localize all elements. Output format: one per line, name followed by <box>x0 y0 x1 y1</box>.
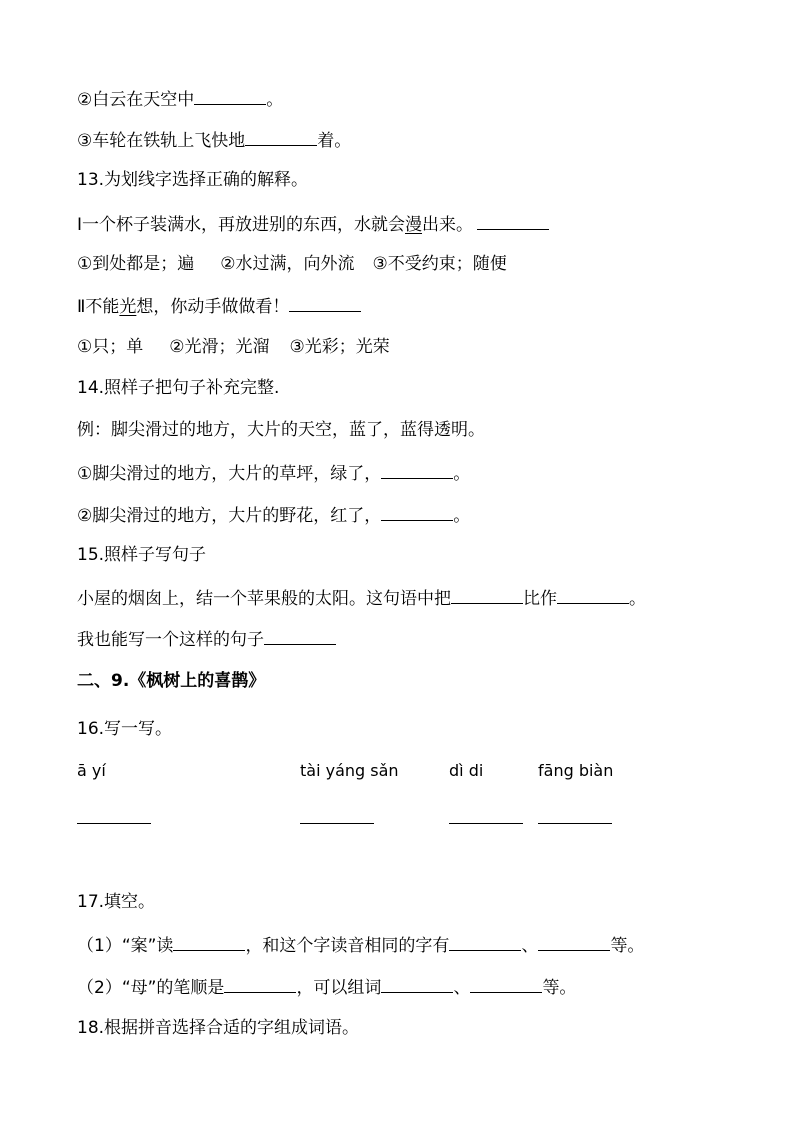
q12-item-3 <box>77 129 351 151</box>
q17-l1-mid: ，和这个字读音相同的字有 <box>245 936 450 956</box>
answer-blank[interactable] <box>381 976 453 993</box>
q15-line-1-text: 小屋的烟囱上，结一个苹果般的太阳。这句语中把 <box>77 589 451 609</box>
q15-line-2 <box>77 628 336 650</box>
pinyin-3: dì di <box>449 761 484 780</box>
pinyin-2: tài yáng sǎn <box>300 761 399 780</box>
q13-s2-option-3: ③光彩；光荣 <box>289 337 390 357</box>
q18-title: 18.根据拼音选择合适的字组成词语。 <box>77 1018 360 1038</box>
q13-s2-option-2: ②光滑；光溜 <box>169 337 270 357</box>
q14-example: 例：脚尖滑过的地方，大片的天空，蓝了，蓝得透明。 <box>77 420 485 440</box>
q16-title: 16.写一写。 <box>77 719 173 739</box>
pinyin-4: fāng biàn <box>538 761 614 780</box>
q13-s1-end: 出来。 <box>422 215 474 235</box>
pinyin-1: ā yí <box>77 761 106 780</box>
q13-s1-text: Ⅰ一个杯子装满水，再放进别的东西，水就会 <box>77 215 406 235</box>
q12-item-2-end: 。 <box>266 90 284 110</box>
answer-blank[interactable] <box>173 934 245 951</box>
writing-blank[interactable] <box>449 823 523 824</box>
answer-blank[interactable] <box>381 462 453 479</box>
q14-title: 14.照样子把句子补充完整. <box>77 378 280 398</box>
q13-s2-underlined-char: 光 <box>119 297 137 317</box>
q12-item-3-text: ③车轮在铁轨上飞快地 <box>77 131 246 151</box>
q15-title: 15.照样子写句子 <box>77 545 207 565</box>
answer-blank[interactable] <box>538 934 610 951</box>
q13-title: 13.为划线字选择正确的解释。 <box>77 170 309 190</box>
q17-l1-sep: 、 <box>521 936 539 956</box>
q15-line-1-mid: 比作 <box>523 589 557 609</box>
q14-item-1-end: 。 <box>453 464 471 484</box>
q17-l1-text: （1）“案”读 <box>77 936 174 956</box>
q15-line-1-end: 。 <box>629 589 646 609</box>
q14-item-2-text: ②脚尖滑过的地方，大片的野花，红了， <box>77 506 382 526</box>
answer-blank[interactable] <box>224 976 296 993</box>
q13-s1-underlined-char: 漫 <box>405 215 423 235</box>
q14-item-2 <box>77 504 470 526</box>
writing-blank[interactable] <box>77 823 151 824</box>
answer-blank[interactable] <box>557 587 629 604</box>
q17-title: 17.填空。 <box>77 892 156 912</box>
answer-blank[interactable] <box>245 129 317 146</box>
q13-s2-option-1: ①只；单 <box>77 337 144 357</box>
q13-sentence-1 <box>77 213 549 235</box>
q17-l2-end: 等。 <box>542 978 577 998</box>
writing-blank[interactable] <box>300 823 374 824</box>
q14-item-1-text: ①脚尖滑过的地方，大片的草坪，绿了， <box>77 464 382 484</box>
q17-line-1 <box>77 934 644 956</box>
answer-blank[interactable] <box>477 213 549 230</box>
answer-blank[interactable] <box>289 295 361 312</box>
answer-blank[interactable] <box>451 587 523 604</box>
answer-blank[interactable] <box>194 88 266 105</box>
q14-item-2-end: 。 <box>453 506 471 526</box>
q13-s2-end: 想，你动手做做看！ <box>136 297 290 317</box>
q15-line-2-text: 我也能写一个这样的句子 <box>77 630 264 650</box>
q17-l2-sep: 、 <box>453 978 471 998</box>
q13-s2-text: Ⅱ不能 <box>77 297 120 317</box>
q13-options-1 <box>77 254 507 274</box>
q14-item-1 <box>77 462 470 484</box>
answer-blank[interactable] <box>449 934 521 951</box>
q17-l2-text: （2）“母”的笔顺是 <box>77 978 225 998</box>
q12-item-3-end: 着。 <box>317 131 352 151</box>
q13-s1-option-2: ②水过满，向外流 <box>220 254 355 274</box>
q13-s1-option-3: ③不受约束；随便 <box>372 254 507 274</box>
q12-item-2-text: ②白云在天空中 <box>77 90 195 110</box>
q13-sentence-2 <box>77 295 361 317</box>
q17-l2-mid: ，可以组词 <box>296 978 382 998</box>
answer-blank[interactable] <box>264 628 336 645</box>
section-heading: 二、9.《枫树上的喜鹊》 <box>77 671 266 691</box>
q15-line-1 <box>77 587 646 609</box>
q17-l1-end: 等。 <box>610 936 645 956</box>
writing-blank[interactable] <box>538 823 612 824</box>
q13-options-2 <box>77 337 390 357</box>
answer-blank[interactable] <box>470 976 542 993</box>
q12-item-2 <box>77 88 283 110</box>
q13-s1-option-1: ①到处都是；遍 <box>77 254 195 274</box>
answer-blank[interactable] <box>381 504 453 521</box>
q17-line-2 <box>77 976 576 998</box>
